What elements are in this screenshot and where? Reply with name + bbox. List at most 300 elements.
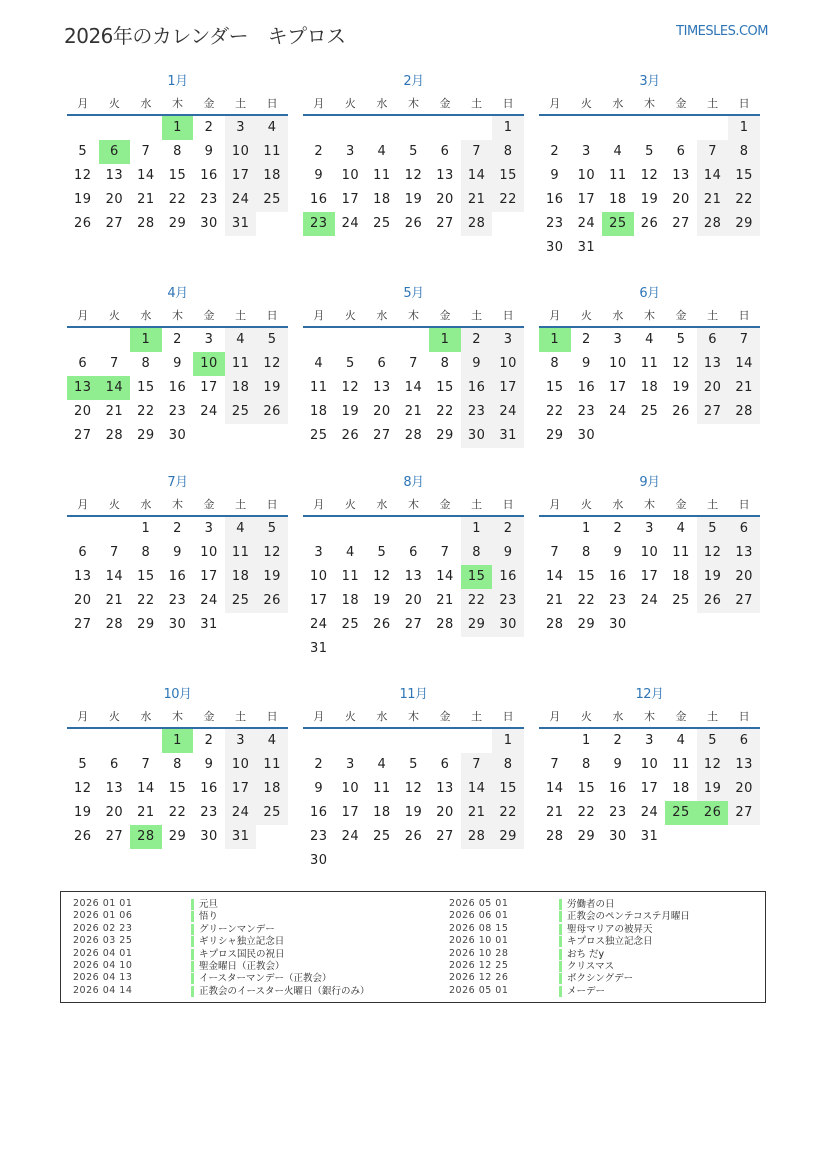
day-cell: 21 (697, 188, 729, 212)
weekday-label: 日 (266, 710, 278, 723)
day-cell: 23 (609, 593, 627, 608)
day-cell: 9 (613, 545, 623, 560)
day-cell: 18 (672, 781, 690, 796)
day-cell: 11 (672, 545, 690, 560)
holiday-name: キプロス国民の祝日 (191, 949, 285, 960)
day-cell: 13 (404, 569, 423, 584)
day-cell: 2 (173, 521, 182, 536)
day-cell: 28 (546, 617, 564, 632)
holiday-row (73, 898, 433, 910)
holiday-row (449, 898, 759, 910)
day-cell: 5 (409, 144, 418, 159)
day-cell: 10 (609, 356, 627, 371)
month-title: 7月 (167, 475, 188, 490)
day-cell: 15 (137, 569, 155, 584)
day-cell: 6 (728, 517, 760, 541)
holiday-date: 2026 12 26 (449, 972, 509, 984)
holiday-date: 2026 05 01 (449, 984, 509, 996)
holiday-day-cell: 6 (99, 140, 131, 164)
day-cell: 5 (377, 545, 387, 560)
day-grid (67, 729, 288, 849)
day-cell: 27 (404, 617, 423, 632)
day-cell: 27 (105, 829, 124, 844)
holiday-date: 2026 05 01 (449, 898, 509, 909)
month-title: 2月 (403, 74, 424, 89)
empty-cell (67, 328, 99, 352)
day-cell: 16 (461, 376, 493, 400)
day-cell: 26 (256, 400, 288, 424)
empty-cell (335, 116, 367, 140)
empty-cell (571, 116, 603, 140)
day-cell: 4 (377, 757, 387, 772)
day-cell: 1 (581, 521, 591, 536)
day-cell: 8 (728, 140, 760, 164)
month-title: 6月 (639, 286, 660, 301)
day-cell: 22 (577, 593, 596, 608)
empty-cell (398, 517, 430, 541)
day-cell: 15 (168, 781, 187, 796)
holiday-day-cell: 25 (665, 801, 697, 825)
brand-logo-text[interactable]: TIMESLES.COM (676, 24, 768, 39)
day-cell: 26 (697, 589, 729, 613)
day-cell: 4 (345, 545, 355, 560)
holiday-day-cell: 1 (162, 116, 194, 140)
day-cell: 6 (78, 356, 88, 371)
day-cell: 19 (404, 805, 423, 820)
holiday-day-cell: 1 (539, 328, 571, 352)
weekday-label: 水 (376, 309, 388, 322)
weekday-label: 火 (108, 309, 120, 322)
weekday-header (303, 307, 524, 325)
day-cell: 15 (728, 164, 760, 188)
day-cell: 30 (200, 216, 218, 231)
weekday-label: 火 (108, 710, 120, 723)
month-title: 10月 (163, 687, 192, 702)
day-cell: 14 (404, 380, 423, 395)
day-cell: 10 (341, 781, 360, 796)
weekday-label: 金 (675, 97, 687, 110)
day-cell: 31 (492, 424, 524, 448)
day-cell: 2 (314, 144, 324, 159)
day-cell: 21 (728, 376, 760, 400)
weekday-header (539, 95, 760, 113)
day-cell: 21 (105, 593, 124, 608)
day-cell: 25 (225, 589, 257, 613)
day-cell: 22 (137, 593, 155, 608)
day-cell: 30 (609, 617, 627, 632)
weekday-label: 土 (707, 498, 719, 511)
month-calendar (303, 286, 524, 448)
day-cell: 7 (697, 140, 729, 164)
day-cell: 1 (728, 116, 760, 140)
day-cell: 1 (492, 116, 524, 140)
day-cell: 8 (550, 356, 560, 371)
day-cell: 17 (310, 593, 328, 608)
day-cell: 20 (404, 593, 423, 608)
empty-cell (335, 729, 367, 753)
day-cell: 23 (609, 805, 627, 820)
day-cell: 25 (373, 829, 391, 844)
day-cell: 24 (200, 404, 218, 419)
day-cell: 29 (492, 825, 524, 849)
day-cell: 2 (461, 328, 493, 352)
weekday-label: 金 (675, 498, 687, 511)
day-cell: 10 (225, 140, 257, 164)
empty-cell (99, 116, 131, 140)
day-grid (539, 729, 760, 849)
day-cell: 11 (256, 140, 288, 164)
weekday-header (539, 708, 760, 726)
day-cell: 26 (341, 428, 360, 443)
empty-cell (697, 116, 729, 140)
day-cell: 14 (546, 569, 564, 584)
holiday-day-cell: 15 (461, 565, 493, 589)
day-cell: 20 (728, 777, 760, 801)
weekday-label: 水 (140, 309, 152, 322)
day-grid (303, 517, 524, 661)
day-cell: 30 (546, 240, 564, 255)
day-cell: 4 (613, 144, 623, 159)
holiday-day-cell: 1 (162, 729, 194, 753)
day-cell: 30 (609, 829, 627, 844)
day-cell: 20 (728, 565, 760, 589)
day-cell: 24 (609, 404, 627, 419)
day-cell: 4 (256, 729, 288, 753)
page-title: 2026年のカレンダー キプロス (64, 24, 346, 48)
day-cell: 9 (613, 757, 623, 772)
holiday-row (73, 910, 433, 922)
day-cell: 12 (404, 168, 423, 183)
day-grid (539, 517, 760, 637)
day-cell: 28 (105, 617, 124, 632)
day-cell: 4 (225, 517, 257, 541)
weekday-label: 金 (439, 97, 451, 110)
weekday-label: 金 (439, 309, 451, 322)
day-cell: 17 (225, 777, 257, 801)
day-cell: 24 (200, 593, 218, 608)
weekday-label: 水 (376, 498, 388, 511)
day-cell: 13 (436, 168, 454, 183)
day-cell: 1 (581, 733, 591, 748)
holiday-list-right (449, 898, 759, 997)
day-cell: 23 (546, 216, 564, 231)
holiday-name: イースターマンデー（正教会） (191, 973, 332, 984)
month-title: 12月 (635, 687, 664, 702)
day-cell: 21 (546, 805, 564, 820)
day-cell: 5 (645, 144, 654, 159)
day-cell: 19 (404, 192, 423, 207)
day-cell: 7 (550, 757, 560, 772)
month-calendar (67, 74, 288, 236)
empty-cell (303, 517, 335, 541)
day-cell: 27 (728, 589, 760, 613)
day-cell: 11 (225, 352, 257, 376)
holiday-name: ギリシャ独立記念日 (191, 936, 284, 947)
day-cell: 18 (373, 192, 391, 207)
day-cell: 28 (546, 829, 564, 844)
day-cell: 7 (550, 545, 560, 560)
weekday-label: 月 (549, 710, 561, 723)
day-cell: 12 (74, 168, 92, 183)
holiday-date: 2026 12 25 (449, 959, 509, 971)
weekday-label: 土 (235, 97, 247, 110)
day-cell: 9 (314, 168, 324, 183)
month-calendar (539, 687, 760, 849)
day-cell: 5 (345, 356, 355, 371)
day-cell: 10 (225, 753, 257, 777)
day-cell: 26 (640, 216, 659, 231)
weekday-label: 木 (171, 498, 183, 511)
day-cell: 25 (672, 593, 690, 608)
day-cell: 14 (461, 164, 493, 188)
day-cell: 22 (492, 188, 524, 212)
day-cell: 31 (225, 825, 257, 849)
day-cell: 16 (168, 569, 187, 584)
day-cell: 21 (137, 192, 155, 207)
day-cell: 3 (204, 521, 214, 536)
day-cell: 27 (373, 428, 391, 443)
day-cell: 3 (645, 521, 654, 536)
day-cell: 19 (256, 565, 288, 589)
day-cell: 4 (377, 144, 387, 159)
day-cell: 23 (168, 404, 187, 419)
day-cell: 27 (436, 216, 454, 231)
day-cell: 7 (109, 356, 119, 371)
holiday-row (449, 960, 759, 972)
day-cell: 28 (105, 428, 124, 443)
day-cell: 15 (492, 777, 524, 801)
weekday-label: 土 (707, 710, 719, 723)
day-cell: 2 (550, 144, 560, 159)
holiday-date: 2026 04 13 (73, 972, 133, 984)
day-cell: 10 (577, 168, 596, 183)
weekday-label: 火 (580, 97, 592, 110)
day-cell: 6 (440, 144, 450, 159)
weekday-label: 月 (313, 309, 325, 322)
empty-cell (398, 729, 430, 753)
day-cell: 12 (404, 781, 423, 796)
day-cell: 22 (728, 188, 760, 212)
empty-cell (602, 116, 634, 140)
day-cell: 7 (141, 144, 151, 159)
holiday-day-cell: 14 (99, 376, 131, 400)
day-cell: 30 (577, 428, 596, 443)
day-cell: 13 (672, 168, 690, 183)
day-cell: 3 (581, 144, 591, 159)
day-cell: 21 (404, 404, 423, 419)
month-title: 9月 (639, 475, 660, 490)
holiday-name: 元旦 (191, 899, 218, 910)
day-cell: 27 (74, 428, 92, 443)
day-cell: 12 (697, 753, 729, 777)
month-title: 4月 (167, 286, 188, 301)
day-cell: 17 (200, 569, 218, 584)
day-cell: 22 (436, 404, 454, 419)
day-cell: 7 (440, 545, 450, 560)
weekday-label: 月 (313, 97, 325, 110)
weekday-label: 日 (502, 97, 514, 110)
month-title: 1月 (167, 74, 188, 89)
weekday-label: 日 (502, 498, 514, 511)
day-cell: 4 (256, 116, 288, 140)
day-cell: 16 (492, 565, 524, 589)
day-cell: 3 (314, 545, 324, 560)
day-cell: 1 (461, 517, 493, 541)
holiday-name: ボクシングデー (559, 973, 633, 984)
day-cell: 31 (577, 240, 596, 255)
weekday-label: 火 (344, 498, 356, 511)
day-cell: 17 (492, 376, 524, 400)
holiday-name: 正教会のイースター火曜日（銀行のみ） (191, 986, 370, 997)
weekday-label: 木 (407, 710, 419, 723)
weekday-label: 日 (266, 498, 278, 511)
empty-cell (429, 116, 461, 140)
day-cell: 18 (256, 777, 288, 801)
day-cell: 20 (373, 404, 391, 419)
day-cell: 13 (436, 781, 454, 796)
day-cell: 21 (546, 593, 564, 608)
day-cell: 8 (581, 545, 591, 560)
day-cell: 15 (436, 380, 454, 395)
day-cell: 17 (341, 805, 360, 820)
day-cell: 31 (200, 617, 218, 632)
day-cell: 30 (310, 853, 328, 868)
weekday-label: 土 (235, 309, 247, 322)
empty-cell (303, 328, 335, 352)
day-cell: 23 (577, 404, 596, 419)
day-cell: 17 (341, 192, 360, 207)
empty-cell (539, 729, 571, 753)
day-cell: 19 (697, 777, 729, 801)
weekday-label: 月 (549, 498, 561, 511)
month-title: 11月 (399, 687, 428, 702)
day-cell: 23 (200, 192, 218, 207)
day-cell: 17 (577, 192, 596, 207)
day-cell: 29 (728, 212, 760, 236)
weekday-label: 月 (77, 710, 89, 723)
day-cell: 24 (640, 593, 659, 608)
holiday-day-cell: 23 (303, 212, 335, 236)
day-cell: 24 (225, 801, 257, 825)
day-cell: 9 (173, 356, 182, 371)
weekday-label: 月 (313, 498, 325, 511)
day-cell: 11 (341, 569, 360, 584)
day-cell: 13 (728, 541, 760, 565)
day-cell: 1 (492, 729, 524, 753)
day-cell: 21 (461, 801, 493, 825)
day-cell: 20 (74, 593, 92, 608)
day-cell: 3 (225, 116, 257, 140)
empty-cell (398, 328, 430, 352)
day-cell: 28 (728, 400, 760, 424)
day-cell: 29 (168, 829, 187, 844)
day-cell: 28 (461, 212, 493, 236)
day-cell: 1 (141, 521, 151, 536)
empty-cell (366, 517, 398, 541)
day-cell: 22 (577, 805, 596, 820)
empty-cell (461, 116, 493, 140)
day-cell: 27 (105, 216, 124, 231)
day-cell: 22 (168, 805, 187, 820)
holiday-day-cell: 13 (67, 376, 99, 400)
holiday-date: 2026 01 01 (73, 898, 133, 909)
weekday-label: 日 (502, 309, 514, 322)
holiday-name: メーデー (559, 986, 605, 997)
weekday-label: 日 (502, 710, 514, 723)
day-cell: 31 (225, 212, 257, 236)
day-cell: 2 (314, 757, 324, 772)
weekday-label: 日 (738, 710, 750, 723)
day-cell: 29 (546, 428, 564, 443)
day-cell: 31 (310, 641, 328, 656)
empty-cell (67, 517, 99, 541)
day-cell: 13 (728, 753, 760, 777)
day-cell: 17 (225, 164, 257, 188)
day-cell: 12 (373, 569, 391, 584)
empty-cell (461, 729, 493, 753)
weekday-label: 水 (612, 498, 624, 511)
day-cell: 11 (225, 541, 257, 565)
day-cell: 11 (640, 356, 659, 371)
month-calendar (539, 286, 760, 448)
day-cell: 14 (728, 352, 760, 376)
day-grid (303, 729, 524, 873)
day-cell: 6 (109, 757, 119, 772)
day-cell: 11 (609, 168, 627, 183)
day-cell: 7 (461, 753, 493, 777)
day-grid (303, 116, 524, 236)
day-cell: 22 (546, 404, 564, 419)
day-cell: 3 (204, 332, 214, 347)
day-cell: 30 (168, 428, 187, 443)
day-cell: 19 (640, 192, 659, 207)
empty-cell (67, 729, 99, 753)
day-cell: 30 (200, 829, 218, 844)
weekday-label: 水 (140, 498, 152, 511)
day-cell: 15 (137, 380, 155, 395)
holiday-date: 2026 10 28 (449, 947, 509, 959)
day-cell: 8 (141, 545, 151, 560)
day-cell: 28 (697, 212, 729, 236)
month-calendar (303, 74, 524, 236)
day-cell: 8 (173, 144, 182, 159)
weekday-label: 木 (171, 309, 183, 322)
weekday-label: 水 (612, 710, 624, 723)
day-cell: 26 (672, 404, 690, 419)
holiday-name: 聖金曜日（正教会） (191, 961, 285, 972)
day-cell: 16 (310, 805, 328, 820)
holiday-row (73, 972, 433, 984)
empty-cell (366, 116, 398, 140)
day-cell: 3 (345, 144, 355, 159)
holiday-row (449, 972, 759, 984)
holiday-row (449, 910, 759, 922)
day-cell: 15 (546, 380, 564, 395)
empty-cell (99, 517, 131, 541)
empty-cell (67, 116, 99, 140)
day-cell: 22 (168, 192, 187, 207)
month-calendar (539, 475, 760, 637)
day-cell: 10 (492, 352, 524, 376)
day-cell: 21 (137, 805, 155, 820)
day-cell: 19 (74, 805, 92, 820)
weekday-label: 木 (643, 498, 655, 511)
weekday-label: 木 (643, 309, 655, 322)
day-cell: 5 (409, 757, 418, 772)
day-cell: 5 (78, 757, 88, 772)
day-cell: 16 (200, 168, 218, 183)
day-cell: 17 (640, 569, 659, 584)
